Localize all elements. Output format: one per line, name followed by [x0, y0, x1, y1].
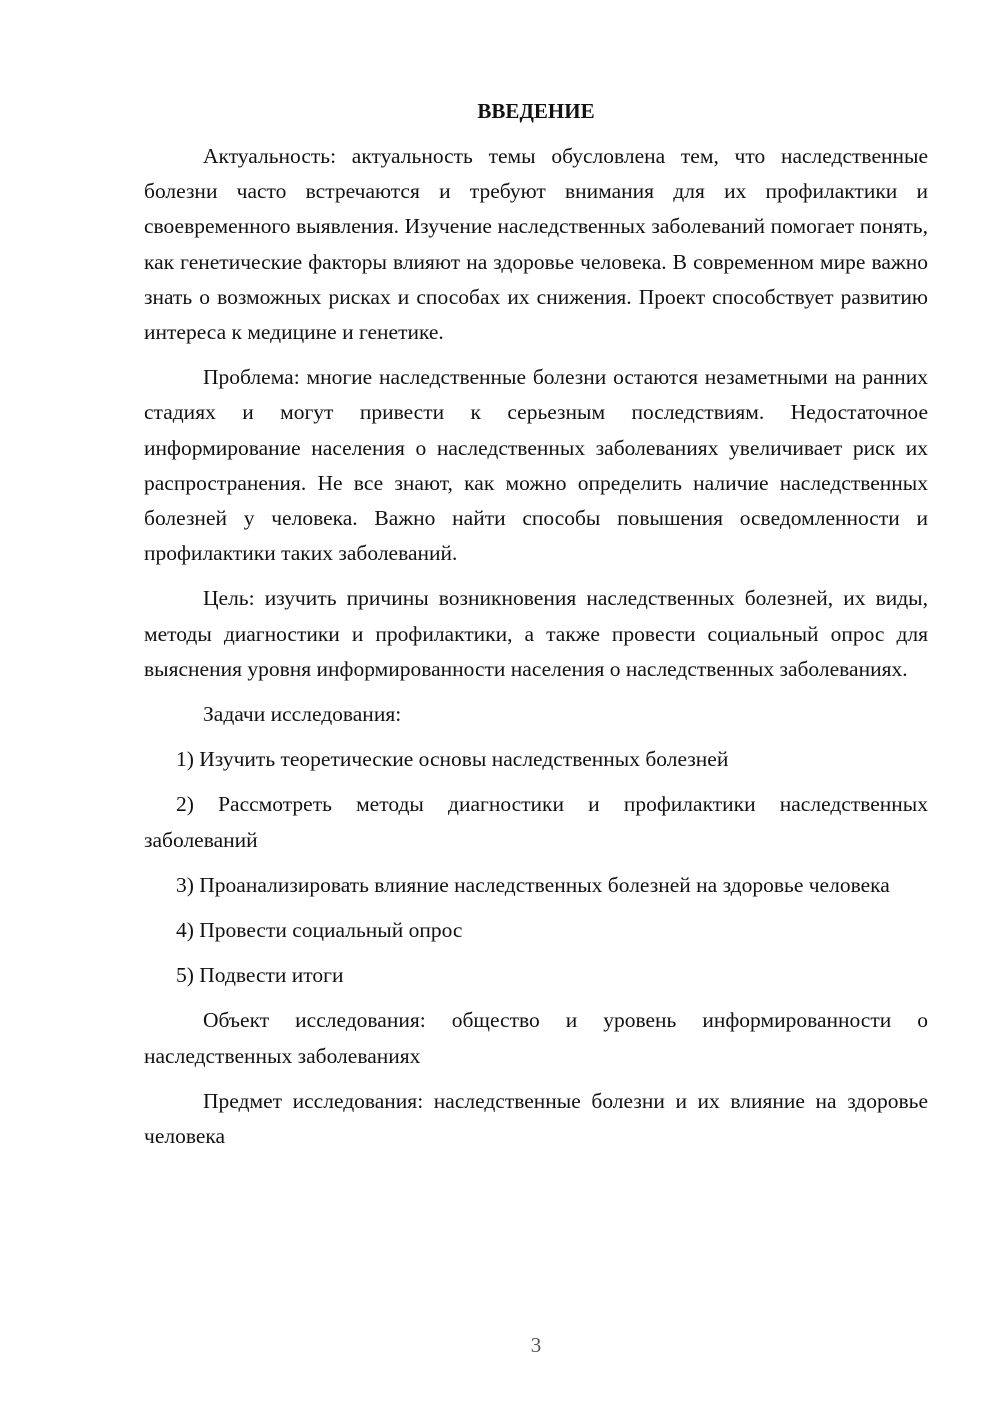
task-item-3: 3) Проанализировать влияние наследственных болезней на здоровье человека [176, 872, 890, 897]
document-page [144, 96, 928, 1164]
tasks-heading: Задачи исследования: [203, 702, 402, 727]
task-item-5: 5) Подвести итоги [176, 963, 344, 988]
object-paragraph: Объект исследования: общество и уровень информированности о наследственных заболеваниях [144, 1008, 928, 1068]
page-number: 3 [530, 1333, 542, 1357]
relevance-paragraph: Актуальность: актуальность темы обусловлена тем, что наследственные болезни часто встречаются и требуют внимания для их профилактики и своевременного выявления. Изучение наследственных заболеваний помогает понять, как генетические факторы влияют на здоровье человека. В современном мире важно знать о возможных рисках и способах их снижения. Проект способствует развитию интереса к медицине и генетике. [144, 144, 928, 345]
task-item-4: 4) Провести социальный опрос [176, 918, 463, 943]
task-item-2: 2) Рассмотреть методы диагностики и профилактики наследственных заболеваний [144, 792, 928, 852]
subject-paragraph: Предмет исследования: наследственные болезни и их влияние на здоровье человека [144, 1088, 928, 1149]
problem-paragraph: Проблема: многие наследственные болезни остаются незаметными на ранних стадиях и могут привести к серьезным последствиям. Недостаточное информирование населения о наследственных заболеваниях увеличивает риск их распространения. Не все знают, как можно определить наличие наследственных болезней у человека. Важно найти способы повышения осведомленности и профилактики таких заболеваний. [144, 365, 928, 566]
task-item-1: 1) Изучить теоретические основы наследственных болезней [176, 747, 729, 772]
section-title: ВВЕДЕНИЕ [477, 99, 595, 123]
goal-paragraph: Цель: изучить причины возникновения наследственных болезней, их виды, методы диагностики и профилактики, а также провести социальный опрос для выяснения уровня информированности населения о наследственных заболеваниях. [144, 586, 928, 681]
